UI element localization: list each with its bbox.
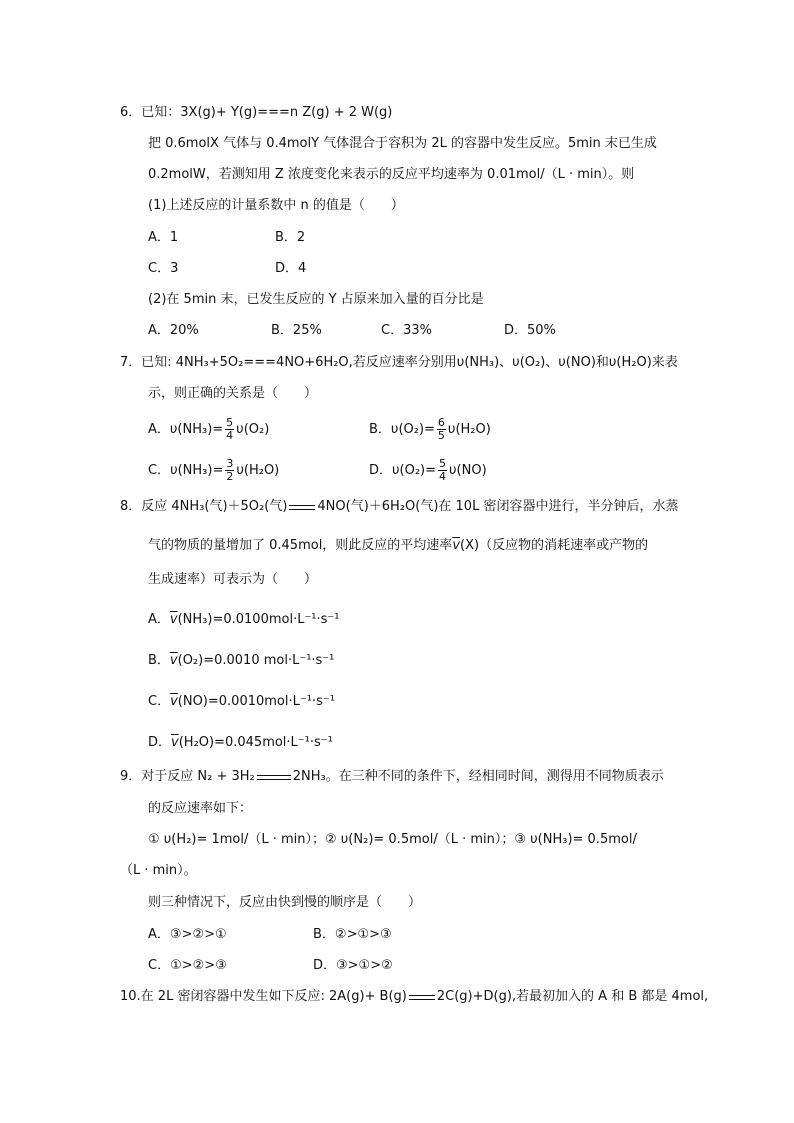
mean-rate-symbol: $\overline{v}$ <box>169 653 178 668</box>
fraction: $\frac{6}{5}$ <box>437 416 445 442</box>
q10-stem: 10.在 2L 密闭容器中发生如下反应: 2A(g)+ B(g) 2C(g)+D(g),若最初加入的 A 和 B 都是 4mol, <box>120 989 709 1004</box>
q9-question: 则三种情况下，反应由快到慢的顺序是（ ） <box>148 895 422 910</box>
q6-stem: 6．已知：3X(g)+ Y(g)===n Z(g) + 2 W(g) <box>120 105 393 120</box>
q9-opt-c: C．①>②>③ <box>148 958 227 973</box>
q7-text: 示，则正确的关系是（ ） <box>148 386 318 401</box>
q9-rates-cont: （L · min）。 <box>120 863 197 878</box>
q6-text-2: 0.2molW，若测知用 Z 浓度变化来表示的反应平均速率为 0.01mol/（L · min）。则 <box>148 167 635 182</box>
q9-opt-b: B．②>①>③ <box>313 927 392 942</box>
equilibrium-arrow-icon <box>289 502 315 512</box>
q7-stem: 7．已知: 4NH₃+5O₂===4NO+6H₂O,若反应速率分别用υ(NH₃)、υ(O₂)、υ(NO)和υ(H₂O)来表 <box>120 355 678 370</box>
equilibrium-arrow-icon <box>409 992 435 1002</box>
mean-rate-symbol: $\overline{v}$ <box>171 735 179 750</box>
q8-text-1: 气的物质的量增加了 0.45mol，则此反应的平均速率$\overline{v}(X)$（反应物的消耗速率或产物的 <box>148 538 649 553</box>
q6-text-1: 把 0.6molX 气体与 0.4molY 气体混合于容积为 2L 的容器中发生反应。5min 末已生成 <box>148 136 657 151</box>
q9-text-1: 的反应速率如下： <box>148 801 253 816</box>
mean-rate-symbol: $\overline{v}$ <box>169 612 178 627</box>
q7-option-d: D．υ(O₂)= $\frac{5}{4}$ υ(NO) <box>369 457 487 483</box>
q6-opt-c1: C．3 <box>148 261 179 276</box>
q8-option-d: D．$\overline{v}(H_2O)=0.045mol\cdot L^{-1}\cdot s^{-1}$ <box>148 735 333 750</box>
q6-opt-a2: A．20% <box>148 323 199 338</box>
q6-opt-a1: A．1 <box>148 230 179 245</box>
q6-opt-d1: D．4 <box>275 261 307 276</box>
mean-rate-symbol: $\overline{v}$ <box>452 538 461 553</box>
q6-sub1: (1)上述反应的计量系数中 n 的值是（ ） <box>148 198 404 213</box>
q7-option-c: C．υ(NH₃)= $\frac{3}{2}$ υ(H₂O) <box>148 457 280 483</box>
q9-opt-a: A．③>②>① <box>148 927 227 942</box>
q9-rates: ① υ(H₂)= 1mol/（L · min）；② υ(N₂)= 0.5mol/（L · min）；③ υ(NH₃)= 0.5mol/ <box>148 832 637 847</box>
q6-opt-b1: B．2 <box>275 230 306 245</box>
q6-opt-c2: C．33% <box>381 323 432 338</box>
q7-option-a: A．υ(NH₃)= $\frac{5}{4}$ υ(O₂) <box>148 416 270 442</box>
q8-stem: 8．反应 4NH₃(气)＋5O₂(气) 4NO(气)＋6H₂O(气)在 10L 密闭容器中进行，半分钟后，水蒸 <box>120 499 679 514</box>
q9-opt-d: D．③>①>② <box>313 958 393 973</box>
mean-rate-symbol: $\overline{v}$ <box>170 694 178 709</box>
fraction: $\frac{3}{2}$ <box>226 457 234 483</box>
fraction: $\frac{5}{4}$ <box>226 416 234 442</box>
q6-sub2: (2)在 5min 末，已发生反应的 Y 占原来加入量的百分比是 <box>148 292 484 307</box>
q8-option-a: A．$\overline{v}(NH_3)=0.0100mol\cdot L^{-1}\cdot s^{-1}$ <box>148 612 340 627</box>
fraction: $\frac{5}{4}$ <box>439 457 447 483</box>
q6-opt-d2: D．50% <box>504 323 556 338</box>
q8-option-b: B．$\overline{v}(O_2)=0.0010$ mol·L⁻¹·s⁻¹ <box>148 653 335 668</box>
q6-opt-b2: B．25% <box>271 323 322 338</box>
equilibrium-arrow-icon <box>257 772 291 782</box>
q8-option-c: C．$\overline{v}(NO)=0.0010mol\cdot L^{-1}\cdot s^{-1}$ <box>148 694 335 709</box>
q9-stem: 9．对于反应 N₂ + 3H₂ 2NH₃。在三种不同的条件下，经相同时间，测得用不同物质表示 <box>120 769 664 784</box>
q7-option-b: B．υ(O₂)= $\frac{6}{5}$ υ(H₂O) <box>369 416 491 442</box>
q8-text-2: 生成速率）可表示为（ ） <box>148 572 318 587</box>
